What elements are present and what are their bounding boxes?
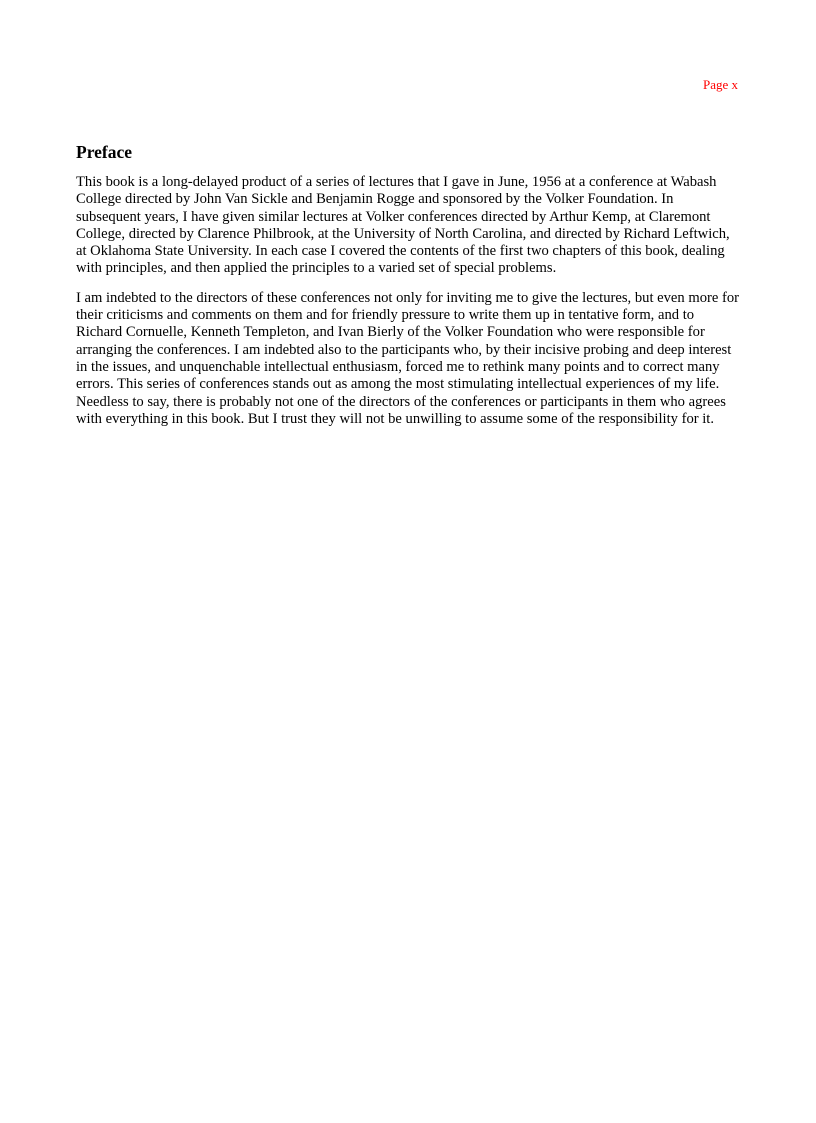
paragraph-1: This book is a long-delayed product of a series of lectures that I gave in June, 1956 at a conference at Wabash College directed by John Van Sickle and Benjamin Rogge and sponsored by the Volker Foundation. In subsequent years, I have given similar lectures at Volker conferences directed by Arthur Kemp, at Claremont College, directed by Clarence Philbrook, at the University of North Carolina, and directed by Richard Leftwich, at Oklahoma State University. In each case I covered the contents of the first two chapters of this book, dealing with principles, and then applied the principles to a varied set of special problems. bbox=[76, 174, 730, 277]
preface-section bbox=[76, 142, 740, 440]
page-number: Page x bbox=[702, 77, 738, 92]
paragraph-2: I am indebted to the directors of these conferences not only for inviting me to give the lectures, but even more for their criticisms and comments on them and for friendly pressure to write them up in tentative form, and to Richard Cornuelle, Kenneth Templeton, and Ivan Bierly of the Volker Foundation who were responsible for arranging the conferences. I am indebted also to the participants who, by their incisive probing and deep interest in the issues, and unquenchable intellectual enthusiasm, forced me to rethink many points and to correct many errors. This series of conferences stands out as among the most stimulating intellectual experiences of my life. Needless to say, there is probably not one of the directors of the conferences or participants in them who agrees with everything in this book. But I trust they will not be unwilling to assume some of the responsibility for it. bbox=[76, 289, 739, 427]
section-title: Preface bbox=[76, 142, 133, 162]
